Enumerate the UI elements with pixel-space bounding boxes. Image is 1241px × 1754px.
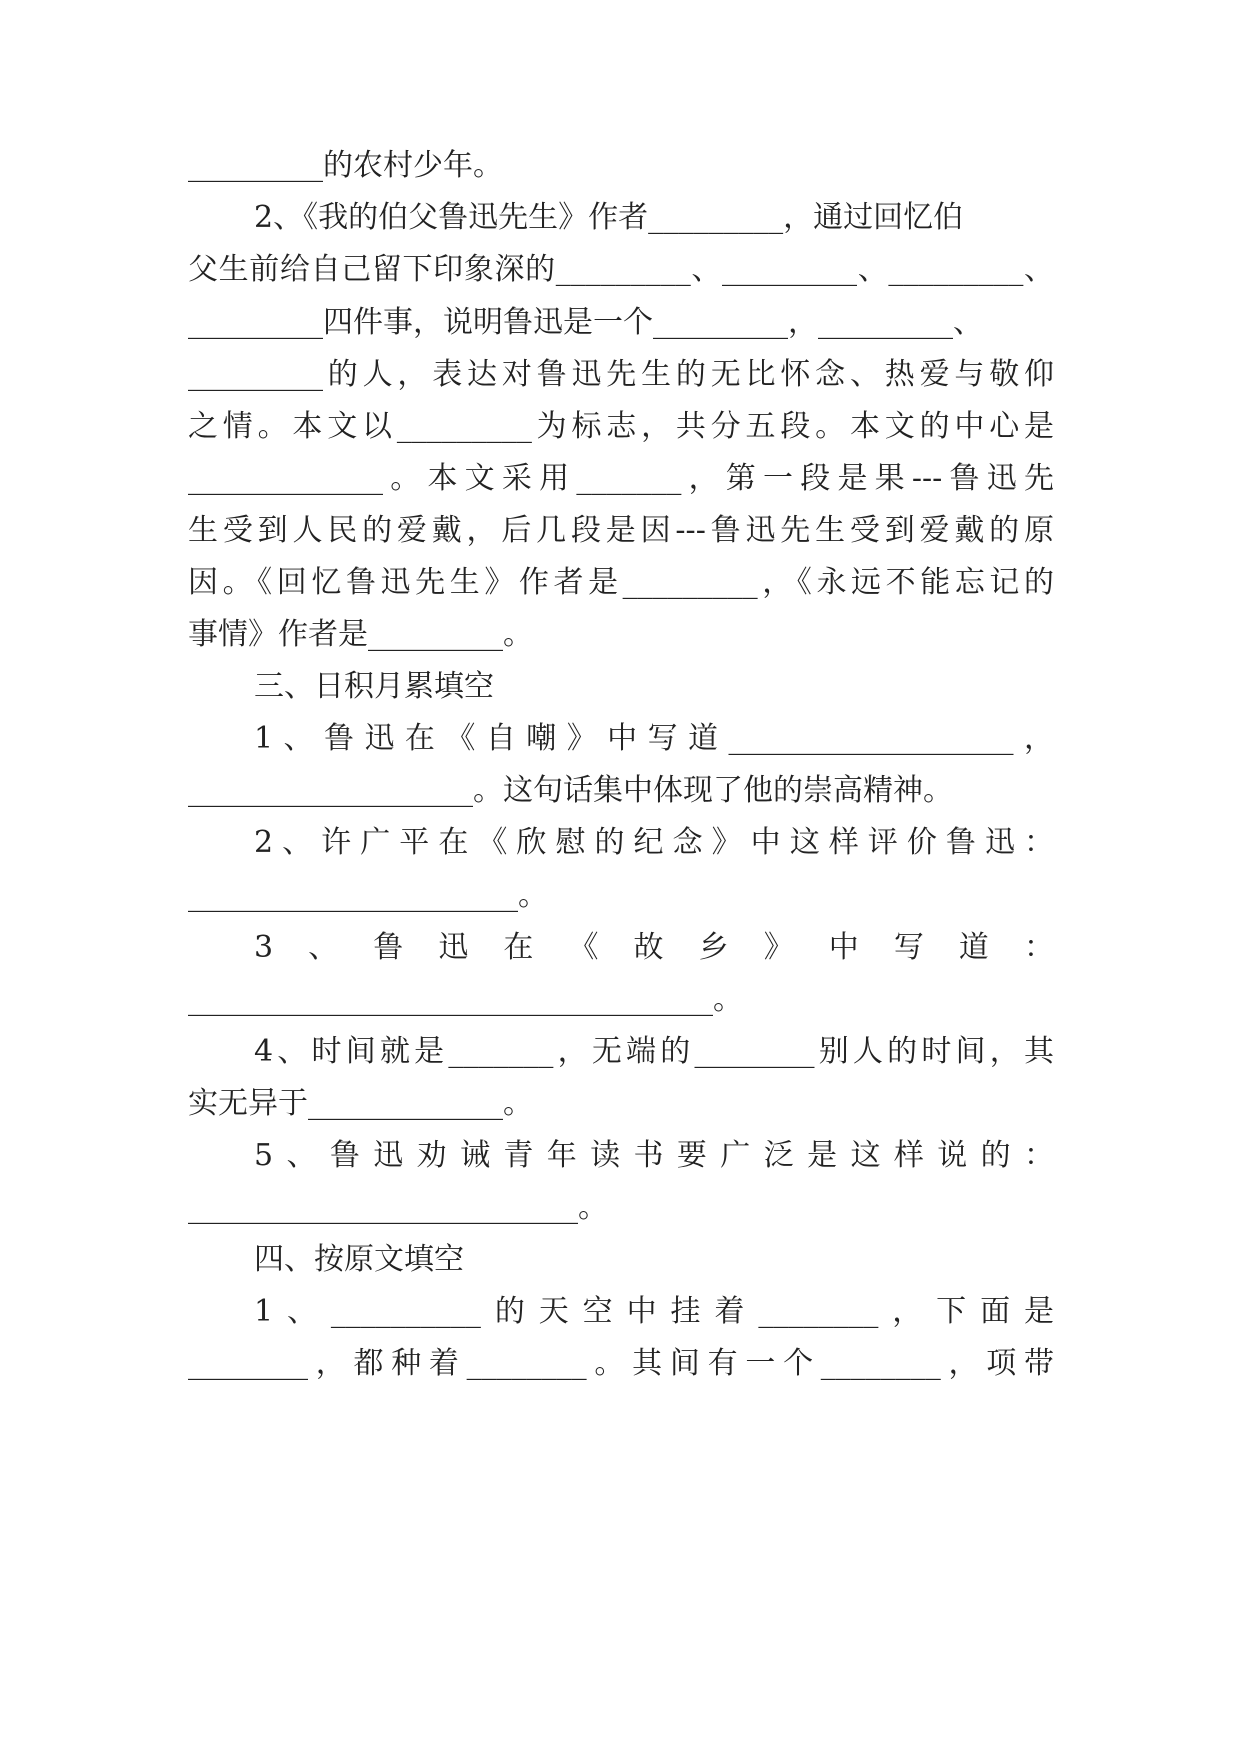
text-line: _________四件事，说明鲁迅是一个_________，_________、 <box>188 305 983 340</box>
text-line: ___________________。这句话集中体现了他的崇高精神。 <box>188 773 953 808</box>
text-line: 父生前给自己留下印象深的_________、_________、_________、 <box>188 252 1054 287</box>
text-line: 事情》作者是_________。 <box>188 617 533 652</box>
text-line: ___________________________________。 <box>188 982 743 1017</box>
text-line: 因。《回忆鲁迅先生》作者是_________，《永远不能忘记的 <box>188 565 1054 600</box>
text-line: 1、鲁迅在《自嘲》中写道___________________， <box>254 721 1054 756</box>
text-line: 2、许广平在《欣慰的纪念》中这样评价鲁迅： <box>254 825 1054 860</box>
text-line: 1、__________的天空中挂着________，下面是 <box>254 1294 1054 1329</box>
text-line: _________的人，表达对鲁迅先生的无比怀念、热爱与敬仰 <box>188 357 1054 392</box>
text-line: 之情。本文以_________为标志，共分五段。本文的中心是 <box>188 409 1054 444</box>
section-heading: 三、日积月累填空 <box>254 669 494 704</box>
section-heading: 四、按原文填空 <box>254 1242 464 1277</box>
text-line: 3、鲁迅在《故乡》中写道： <box>254 930 1054 965</box>
text-line: __________________________。 <box>188 1190 608 1225</box>
text-line: ________，都种着________。其间有一个________，项带 <box>188 1346 1054 1381</box>
text-line: 生受到人民的爱戴，后几段是因---鲁迅先生受到爱戴的原 <box>188 513 1054 548</box>
text-line: _________的农村少年。 <box>188 148 503 183</box>
text-line: 4、时间就是_______，无端的________别人的时间，其 <box>254 1034 1054 1069</box>
text-line: _____________。本文采用_______，第一段是果---鲁迅先 <box>188 461 1054 496</box>
text-line: 5、鲁迅劝诫青年读书要广泛是这样说的： <box>254 1138 1054 1173</box>
text-line: 2、《我的伯父鲁迅先生》作者_________，通过回忆伯 <box>254 200 964 235</box>
text-line: 实无异于_____________。 <box>188 1086 533 1121</box>
text-line: ______________________。 <box>188 878 548 913</box>
